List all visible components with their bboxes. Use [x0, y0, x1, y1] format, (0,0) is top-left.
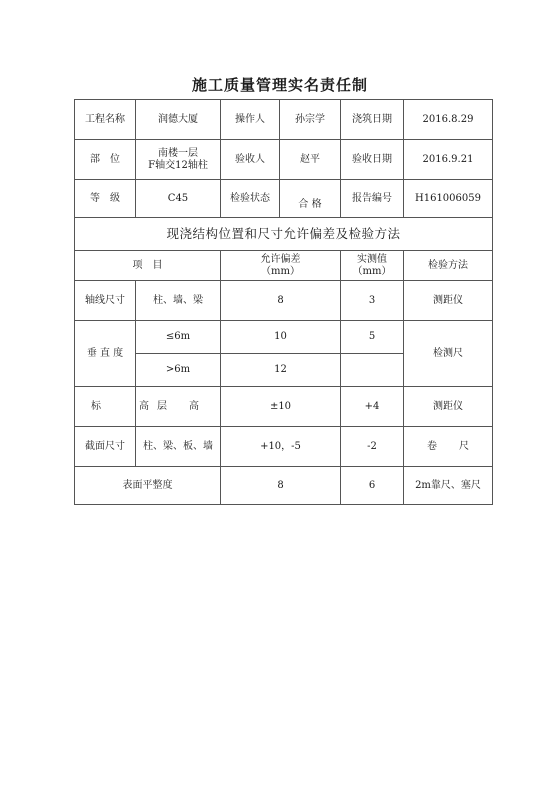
table-row	[75, 281, 493, 321]
pour-date-label: 浇筑日期	[341, 100, 404, 140]
info-row-2	[75, 140, 493, 180]
vertical-allowed2: 12	[221, 354, 341, 387]
header-method: 检验方法	[404, 251, 493, 281]
axis-allowed: 8	[221, 281, 341, 321]
inspector-label: 验收人	[221, 140, 280, 180]
vertical-measured2	[341, 354, 404, 387]
info-row-3	[75, 180, 493, 218]
elevation-name: 标 高	[75, 387, 136, 427]
vertical-sub1: ≤6m	[136, 321, 221, 354]
header-measured-line2: （mm）	[352, 265, 392, 277]
section-size-name: 截面尺寸	[75, 427, 136, 467]
responsibility-table	[74, 99, 493, 505]
table-row	[75, 321, 493, 354]
axis-name: 轴线尺寸	[75, 281, 136, 321]
section-size-allowed: +10，-5	[221, 427, 341, 467]
project-name-label: 工程名称	[75, 100, 136, 140]
table-row	[75, 387, 493, 427]
acceptance-date-value: 2016.9.21	[404, 140, 493, 180]
header-allowed-line1: 允许偏差	[260, 253, 301, 265]
document-title: 施工质量管理实名责任制	[191, 76, 368, 94]
part-value	[136, 140, 221, 180]
axis-measured: 3	[341, 281, 404, 321]
header-measured-line1: 实测值	[357, 253, 387, 265]
header-item: 项 目	[75, 251, 221, 281]
axis-sub: 柱、墙、梁	[136, 281, 221, 321]
table-row	[75, 467, 493, 505]
header-row	[75, 251, 493, 281]
vertical-measured1: 5	[341, 321, 404, 354]
part-value-line1: 南楼一层	[158, 147, 198, 159]
vertical-method: 检测尺	[404, 321, 493, 387]
elevation-measured: +4	[341, 387, 404, 427]
acceptance-date-label: 验收日期	[341, 140, 404, 180]
section-title-row	[75, 218, 493, 251]
grade-label: 等 级	[75, 180, 136, 218]
axis-method: 测距仪	[404, 281, 493, 321]
section-title: 现浇结构位置和尺寸允许偏差及检验方法	[75, 218, 493, 251]
grade-value: C45	[136, 180, 221, 218]
project-name-value: 润德大厦	[136, 100, 221, 140]
status-value-text: 合 格	[298, 198, 322, 210]
elevation-sub: 层 高	[136, 387, 221, 427]
status-label: 检验状态	[221, 180, 280, 218]
report-value: H161006059	[404, 180, 493, 218]
info-row-1	[75, 100, 493, 140]
header-allowed-line2: （mm）	[261, 265, 300, 277]
part-label: 部 位	[75, 140, 136, 180]
section-size-measured: -2	[341, 427, 404, 467]
elevation-allowed: ±10	[221, 387, 341, 427]
flatness-method: 2m靠尺、塞尺	[404, 467, 493, 505]
vertical-name: 垂 直 度	[75, 321, 136, 387]
header-measured	[341, 251, 404, 281]
vertical-sub2: >6m	[136, 354, 221, 387]
elevation-method: 测距仪	[404, 387, 493, 427]
operator-label: 操作人	[221, 100, 280, 140]
status-value	[280, 180, 341, 218]
vertical-allowed1: 10	[221, 321, 341, 354]
inspector-value: 赵平	[280, 140, 341, 180]
header-allowed	[221, 251, 341, 281]
part-value-line2: F轴交12轴柱	[148, 159, 208, 171]
section-size-sub: 柱、梁、板、墙	[136, 427, 221, 467]
flatness-allowed: 8	[221, 467, 341, 505]
section-size-method: 卷 尺	[404, 427, 493, 467]
pour-date-value: 2016.8.29	[404, 100, 493, 140]
table-row	[75, 427, 493, 467]
report-label: 报告编号	[341, 180, 404, 218]
operator-value: 孙宗学	[280, 100, 341, 140]
flatness-measured: 6	[341, 467, 404, 505]
flatness-name: 表面平整度	[75, 467, 221, 505]
